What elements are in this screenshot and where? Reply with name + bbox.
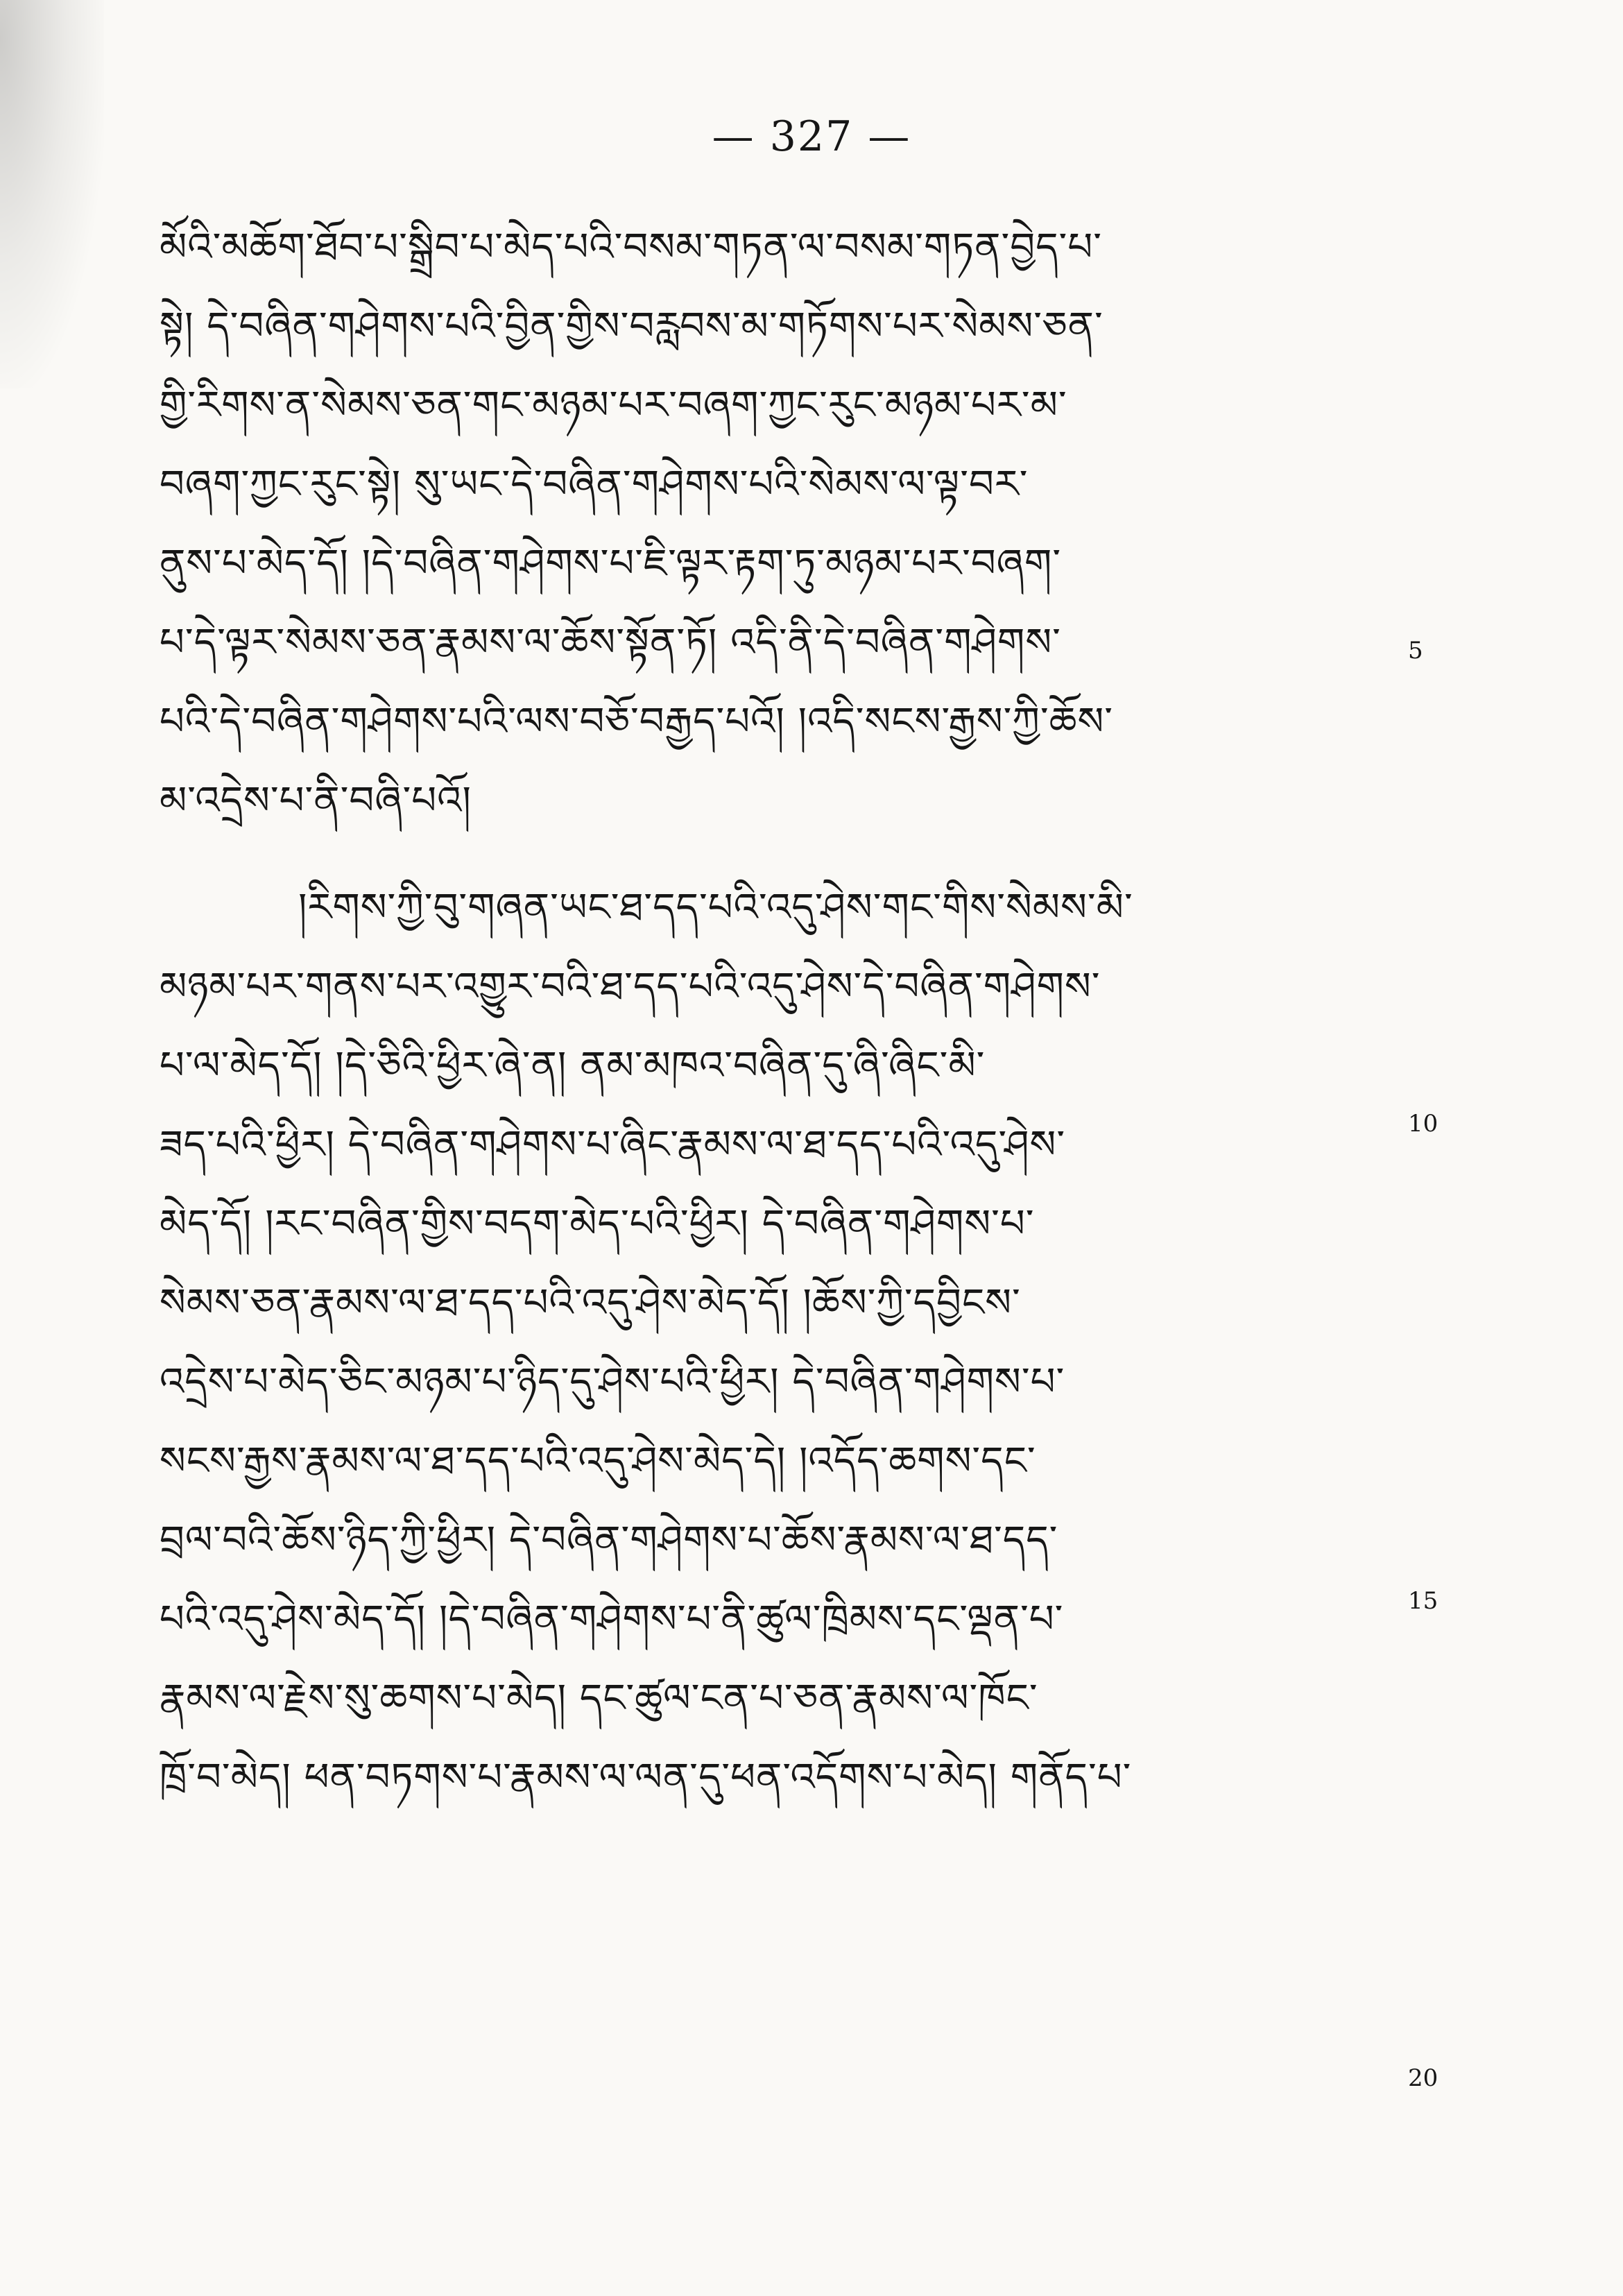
text-line-1: མོའི་མཆོག་ཐོབ་པ་སྒྲིབ་པ་མེད་པའི་བསམ་གཏན་ལ་བསམ་གཏན་བྱེད་པ་ (160, 225, 1102, 270)
scan-edge-shadow (0, 0, 104, 388)
page-number: — 327 — (712, 112, 911, 161)
tibetan-text-block (160, 208, 1408, 1817)
text-line-4: བཞག་ཀྱང་རུང་སྟེ། སུ་ཡང་དེ་བཞིན་གཤེགས་པའི་སེམས་ལ་ལྟ་བར་ (160, 462, 1029, 507)
paragraph-break (160, 841, 1408, 868)
text-line-16: སངས་རྒྱས་རྣམས་ལ་ཐ་དད་པའི་འདུ་ཤེས་མེད་དེ། །འདོད་ཆགས་དང་ (160, 1439, 1036, 1484)
text-line-9: །རིགས་ཀྱི་བུ་གཞན་ཡང་ཐ་དད་པའི་འདུ་ཤེས་གང་གིས་སེམས་མི་ (298, 885, 1133, 930)
text-line-5: ནུས་པ་མེད་དོ། །དེ་བཞིན་གཤེགས་པ་ཇི་ལྟར་རྟག་ཏུ་མཉམ་པར་བཞག་ (160, 541, 1062, 586)
text-line-6: པ་དེ་ལྟར་སེམས་ཅན་རྣམས་ལ་ཆོས་སྟོན་ཏོ། འདི་ནི་དེ་བཞིན་གཤེགས་ (160, 620, 1061, 665)
margin-line-number-10: 10 (1408, 1110, 1439, 1138)
margin-line-number-15: 15 (1408, 1587, 1439, 1615)
text-line-2: སྟེ། དེ་བཞིན་གཤེགས་པའི་བྱིན་གྱིས་བརླབས་མ་གཏོགས་པར་སེམས་ཅན་ (160, 304, 1104, 349)
text-line-8: མ་འདྲེས་པ་ནི་བཞི་པའོ། (160, 778, 472, 823)
text-line-13: མེད་དོ། །རང་བཞིན་གྱིས་བདག་མེད་པའི་ཕྱིར། དེ་བཞིན་གཤེགས་པ་ (160, 1201, 1035, 1246)
text-line-11: པ་ལ་མེད་དོ། །དེ་ཅིའི་ཕྱིར་ཞེ་ན། ནམ་མཁའ་བཞིན་དུ་ཞི་ཞིང་མི་ (160, 1043, 986, 1088)
text-line-19: རྣམས་ལ་རྗེས་སུ་ཆགས་པ་མེད། དང་ཚུལ་ངན་པ་ཅན་རྣམས་ལ་ཁོང་ (160, 1676, 1038, 1721)
text-line-18: པའི་འདུ་ཤེས་མེད་དོ། །དེ་བཞིན་གཤེགས་པ་ནི་ཚུལ་ཁྲིམས་དང་ལྡན་པ་ (160, 1597, 1064, 1642)
text-line-12: ཟད་པའི་ཕྱིར། དེ་བཞིན་གཤེགས་པ་ཞིང་རྣམས་ལ་ཐ་དད་པའི་འདུ་ཤེས་ (160, 1122, 1066, 1167)
text-line-7: པའི་དེ་བཞིན་གཤེགས་པའི་ལས་བཅོ་བརྒྱད་པའོ། །འདི་སངས་རྒྱས་ཀྱི་ཆོས་ (160, 699, 1114, 744)
text-line-10: མཉམ་པར་གནས་པར་འགྱུར་བའི་ཐ་དད་པའི་འདུ་ཤེས་དེ་བཞིན་གཤེགས་ (160, 964, 1101, 1009)
text-line-17: བྲལ་བའི་ཆོས་ཉིད་ཀྱི་ཕྱིར། དེ་བཞིན་གཤེགས་པ་ཆོས་རྣམས་ལ་ཐ་དད་ (160, 1518, 1058, 1563)
margin-line-number-5: 5 (1408, 637, 1423, 665)
text-line-20: ཁྲོ་བ་མེད། ཕན་བཏགས་པ་རྣམས་ལ་ལན་དུ་ཕན་འདོགས་པ་མེད། གནོད་པ་ (160, 1755, 1132, 1800)
margin-line-number-20: 20 (1408, 2064, 1439, 2092)
text-line-3: གྱི་རིགས་ན་སེམས་ཅན་གང་མཉམ་པར་བཞག་ཀྱང་རུང་མཉམ་པར་མ་ (160, 383, 1067, 428)
text-line-14: སེམས་ཅན་རྣམས་ལ་ཐ་དད་པའི་འདུ་ཤེས་མེད་དོ། །ཆོས་ཀྱི་དབྱིངས་ (160, 1280, 1021, 1326)
text-line-15: འདྲེས་པ་མེད་ཅིང་མཉམ་པ་ཉིད་དུ་ཤེས་པའི་ཕྱིར། དེ་བཞིན་གཤེགས་པ་ (160, 1360, 1065, 1405)
